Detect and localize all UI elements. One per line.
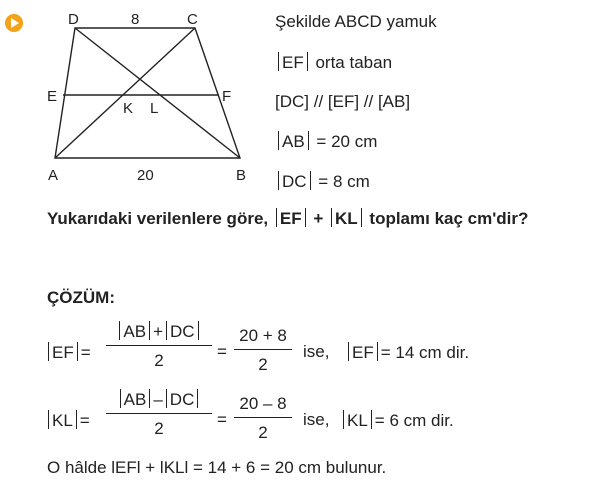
eq2-lhs: KL = bbox=[45, 410, 90, 431]
diagonal-bd bbox=[75, 28, 240, 158]
question-plus: + bbox=[313, 209, 324, 228]
solution-heading: ÇÖZÜM: bbox=[47, 288, 115, 307]
label-a: A bbox=[48, 167, 59, 184]
eq2-fraction-1: AB – DC 2 bbox=[106, 389, 212, 439]
eq1-fraction-1: AB + DC 2 bbox=[106, 321, 212, 371]
eq2-fraction-2: 20 – 8 2 bbox=[234, 394, 292, 443]
question bbox=[47, 208, 528, 229]
conclusion: O hâlde lEFl + lKLl = 14 + 6 = 20 cm bulunur. bbox=[47, 458, 387, 477]
eq1-equals-2: = bbox=[217, 342, 227, 361]
eq1-fraction-2: 20 + 8 2 bbox=[234, 326, 292, 375]
given-line-4-text: = 20 cm bbox=[316, 132, 378, 151]
question-seg-1: EF bbox=[279, 209, 302, 228]
trapezoid-figure bbox=[0, 0, 270, 200]
given-line-3: [DC] // [EF] // [AB] bbox=[275, 92, 411, 111]
eq1-ise: ise, bbox=[303, 342, 330, 361]
eq2-ise: ise, bbox=[303, 410, 330, 429]
label-c: C bbox=[187, 11, 198, 28]
question-part-2: toplamı kaç cm'dir? bbox=[369, 209, 529, 228]
label-e: E bbox=[47, 88, 58, 105]
label-b: B bbox=[236, 167, 247, 184]
diagonal-ac bbox=[55, 28, 195, 158]
given-line-2 bbox=[275, 52, 392, 73]
label-top-length: 8 bbox=[131, 11, 140, 28]
eq2-result: KL = 6 cm dir. bbox=[340, 410, 454, 431]
eq2-equals-2: = bbox=[217, 410, 227, 429]
eq1-result: EF = 14 cm dir. bbox=[345, 342, 469, 363]
label-f: F bbox=[222, 88, 232, 105]
seg-ef: EF bbox=[282, 53, 304, 72]
seg-ab: AB bbox=[282, 132, 305, 151]
given-line-1: Şekilde ABCD yamuk bbox=[275, 12, 437, 31]
given-line-5 bbox=[275, 171, 370, 192]
question-seg-2: KL bbox=[335, 209, 358, 228]
label-bottom-length: 20 bbox=[137, 167, 154, 184]
question-part-1: Yukarıdaki verilenlere göre, bbox=[47, 209, 269, 228]
label-d: D bbox=[68, 11, 79, 28]
label-l: L bbox=[150, 100, 159, 117]
given-line-5-text: = 8 cm bbox=[318, 172, 370, 191]
given-line-4 bbox=[275, 131, 377, 152]
trapezoid-outline bbox=[55, 28, 240, 158]
eq1-lhs: EF = bbox=[45, 342, 91, 363]
label-k: K bbox=[123, 100, 134, 117]
given-line-2-text: orta taban bbox=[315, 53, 393, 72]
seg-dc: DC bbox=[282, 172, 307, 191]
